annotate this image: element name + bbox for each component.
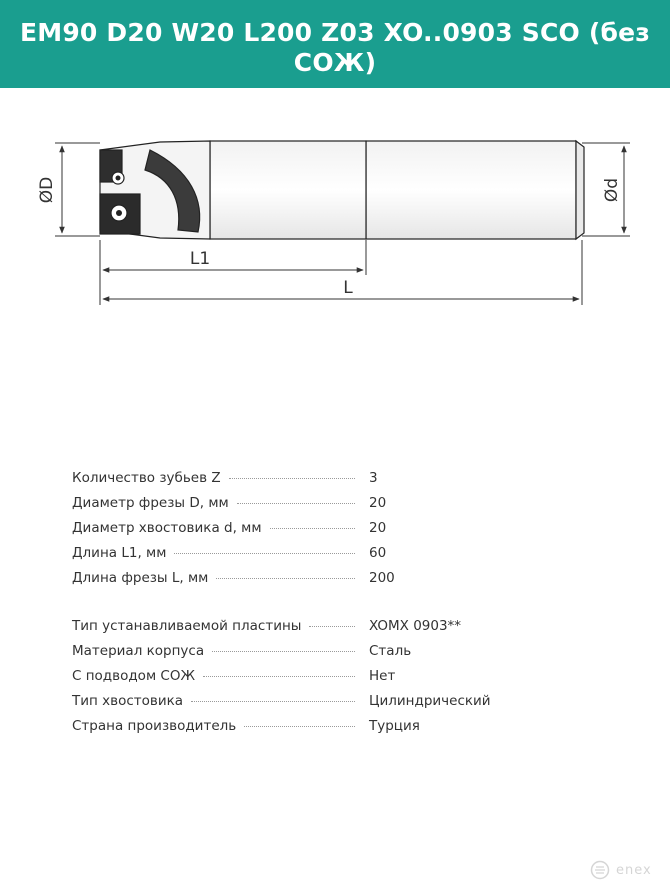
spec-value: Сталь — [369, 643, 412, 659]
page-title: EM90 D20 W20 L200 Z03 XO..0903 SCO (без СОЖ) — [19, 18, 651, 77]
shank-chamfer — [576, 141, 584, 239]
watermark-logo — [590, 858, 652, 882]
spec-value: 60 — [369, 545, 387, 561]
leader-dots — [212, 651, 355, 652]
enex-logo-icon — [590, 860, 610, 880]
spec-row — [72, 495, 542, 520]
spec-label: Тип устанавливаемой пластины — [72, 618, 302, 634]
dim-D-label: ØD — [37, 176, 57, 204]
spec-row — [72, 618, 542, 643]
spec-row — [72, 718, 542, 743]
spec-label: Длина L1, мм — [72, 545, 167, 561]
spec-value: 20 — [369, 520, 387, 536]
spec-label: Страна производитель — [72, 718, 237, 734]
leader-dots — [203, 676, 355, 677]
spec-value: 20 — [369, 495, 387, 511]
spec-label: Диаметр хвостовика d, мм — [72, 520, 262, 536]
dim-d-label: Ød — [602, 177, 622, 203]
spec-label: Диаметр фрезы D, мм — [72, 495, 229, 511]
leader-dots — [237, 503, 355, 504]
leader-dots — [229, 478, 355, 479]
spec-value: 200 — [369, 570, 395, 586]
spec-value: XOMX 0903** — [369, 618, 462, 634]
tool-drawing — [0, 120, 670, 320]
dim-L-label: L — [343, 278, 353, 298]
specs-extra — [72, 618, 542, 743]
spec-label: Количество зубьев Z — [72, 470, 221, 486]
page-header — [0, 0, 670, 88]
spec-value: 3 — [369, 470, 378, 486]
spec-row — [72, 470, 542, 495]
spec-value: Цилиндрический — [369, 693, 491, 709]
specs-main — [72, 470, 542, 595]
spec-label: Материал корпуса — [72, 643, 205, 659]
leader-dots — [309, 626, 355, 627]
spec-row — [72, 545, 542, 570]
spec-label: Тип хвостовика — [72, 693, 184, 709]
spec-row — [72, 668, 542, 693]
spec-row — [72, 643, 542, 668]
tool-body — [100, 141, 584, 239]
spec-value: Турция — [369, 718, 420, 734]
neck — [210, 141, 366, 239]
shank — [366, 141, 576, 239]
watermark-text: enex — [616, 862, 652, 878]
spec-value: Нет — [369, 668, 396, 684]
spec-label: С подводом СОЖ — [72, 668, 196, 684]
leader-dots — [244, 726, 355, 727]
leader-dots — [216, 578, 355, 579]
leader-dots — [174, 553, 355, 554]
spec-row — [72, 520, 542, 545]
leader-dots — [191, 701, 355, 702]
spec-row — [72, 693, 542, 718]
dim-L1-label: L1 — [189, 249, 211, 269]
spec-label: Длина фрезы L, мм — [72, 570, 209, 586]
spec-row — [72, 570, 542, 595]
leader-dots — [270, 528, 355, 529]
